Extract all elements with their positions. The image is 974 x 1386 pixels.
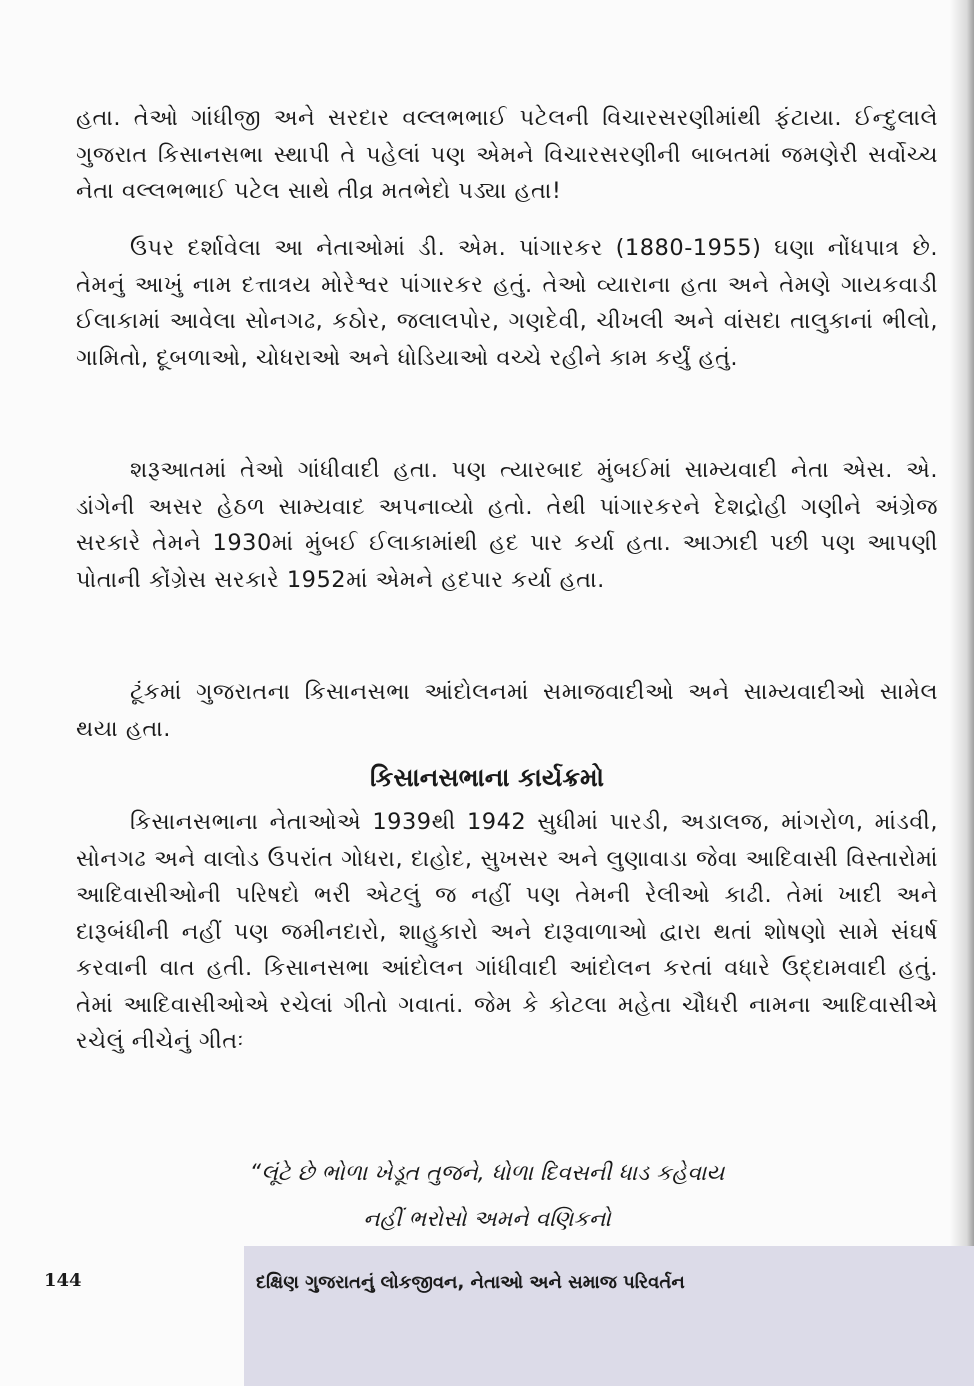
footer-tab-background (244, 1246, 974, 1386)
song-line-1: “લૂંટે છે ભોળા ખેડૂત તુજને, ધોળા દિવસની ધાડ કહેવાય (249, 1161, 725, 1186)
paragraph-4-text: ટૂંકમાં ગુજરાતના કિસાનસભા આંદોલનમાં સમાજવાદીઓ અને સામ્યવાદીઓ સામેલ થયા હતા. (76, 679, 938, 742)
paragraph-5-text: કિસાનસભાના નેતાઓએ 1939થી 1942 સુધીમાં પારડી, અડાલજ, માંગરોળ, માંડવી, સોનગઢ અને વાલોડ ઉપરાંત ગોધરા, દાહોદ, સુખસર અને લુણાવાડા જેવા આદિવાસી વિસ્તારોમાં આદિવાસીઓની પરિષદો ભરી એટલું જ નહીં પણ તેમની રેલીઓ કાઢી. તેમાં ખાદી અને દારૂબંધીની નહીં પણ જમીનદારો, શાહુકારો અને દારૂવાળાઓ દ્વારા થતાં શોષણો સામે સંઘર્ષ કરવાની વાત હતી. કિસાનસભા આંદોલન ગાંધીવાદી આંદોલન કરતાં વધારે ઉદ્દામવાદી હતું. તેમાં આદિવાસીઓએ રચેલાં ગીતો ગવાતાં. જેમ કે કોટલા મહેતા ચૌધરી નામના આદિવાસીએ રચેલું નીચેનું ગીતઃ (76, 809, 938, 1054)
paragraph-5 (76, 804, 938, 1060)
paragraph-2 (76, 230, 938, 376)
section-heading: કિસાનસભાના કાર્યક્રમો (370, 763, 604, 792)
paragraph-3 (76, 452, 938, 598)
paragraph-1-text: હતા. તેઓ ગાંધીજી અને સરદાર વલ્લભભાઈ પટેલની વિચારસરણીમાંથી ફંટાયા. ઈન્દુલાલે ગુજરાત કિસાનસભા સ્થાપી તે પહેલાં પણ એમને વિચારસરણીની બાબતમાં જમણેરી સર્વોચ્ચ નેતા વલ્લભભાઈ પટેલ સાથે તીવ્ર મતભેદો પડ્યા હતા! (76, 105, 938, 204)
paragraph-2-text: ઉપર દર્શાવેલા આ નેતાઓમાં ડી. એમ. પાંગારકર (1880-1955) ઘણા નોંધપાત્ર છે. તેમનું આખું નામ દત્તાત્રય મોરેશ્વર પાંગારકર હતું. તેઓ વ્યારાના હતા અને તેમણે ગાયકવાડી ઈલાકામાં આવેલા સોનગઢ, કઠોર, જલાલપોર, ગણદેવી, ચીખલી અને વાંસદા તાલુકાનાં ભીલો, ગામિતો, દૂબળાઓ, ચોધરાઓ અને ધોડિયાઓ વચ્ચે રહીને કામ કર્યું હતું. (76, 235, 938, 371)
song-line-2: નહીં ભરોસો અમને વણિકનો (363, 1207, 611, 1232)
paragraph-1 (76, 100, 938, 210)
paragraph-4 (76, 674, 938, 747)
paragraph-3-text: શરૂઆતમાં તેઓ ગાંધીવાદી હતા. પણ ત્યારબાદ મુંબઈમાં સામ્યવાદી નેતા એસ. એ. ડાંગેની અસર હેઠળ સામ્યવાદ અપનાવ્યો હતો. તેથી પાંગારકરને દેશદ્રોહી ગણીને અંગ્રેજ સરકારે તેમને 1930માં મુંબઈ ઈલાકામાંથી હદ પાર કર્યા હતા. આઝાદી પછી પણ આપણી પોતાની કોંગ્રેસ સરકારે 1952માં એમને હદપાર કર્યા હતા. (76, 457, 938, 593)
page-number: 144 (44, 1270, 82, 1291)
running-footer-title: દક્ષિણ ગુજરાતનું લોકજીવન, નેતાઓ અને સમાજ પરિવર્તન (256, 1272, 685, 1293)
